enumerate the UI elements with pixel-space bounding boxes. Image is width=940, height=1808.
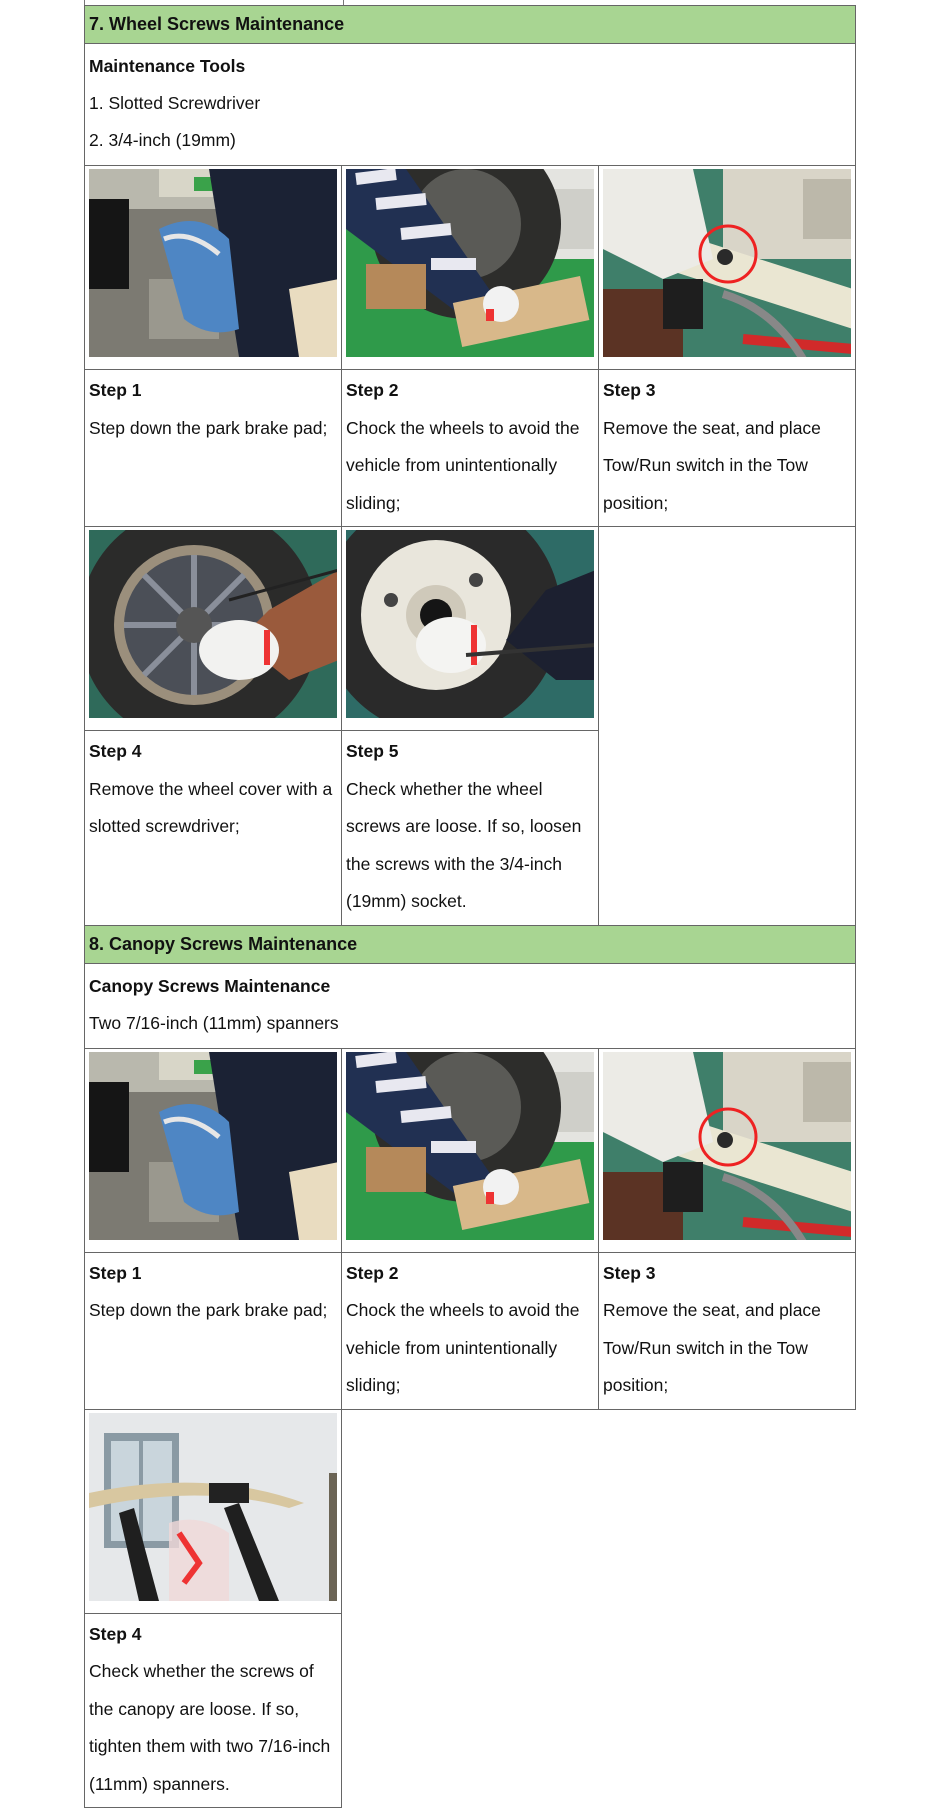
step-text: Check whether the screws of the canopy are loose. If so, tighten them with two 7/16-inch (11mm) spanners.	[89, 1661, 331, 1794]
section7-photo-row-1	[85, 166, 856, 370]
step-text: Check whether the wheel screws are loose. If so, loosen the screws with the 3/4-inch (19mm) socket.	[346, 778, 582, 911]
step-text: Remove the seat, and place Tow/Run switch in the Tow position;	[603, 417, 821, 513]
empty-cell	[342, 1409, 856, 1808]
empty-cell	[599, 527, 856, 926]
step-label: Step 3	[603, 1262, 656, 1283]
wheel-chock-photo	[346, 1052, 594, 1240]
wheel-cover-photo	[89, 530, 337, 718]
step-cell	[599, 370, 856, 527]
section7-step-row-1	[85, 370, 856, 527]
park-brake-photo	[89, 169, 337, 357]
step-cell	[85, 370, 342, 527]
section8-header	[85, 925, 856, 963]
step-text: Remove the wheel cover with a slotted screwdriver;	[89, 778, 333, 836]
step-text: Step down the park brake pad;	[89, 1300, 328, 1320]
step-cell	[342, 1252, 599, 1409]
step-label: Step 3	[603, 380, 656, 400]
step-cell	[342, 731, 599, 926]
step-cell	[342, 370, 599, 527]
step-text: Chock the wheels to avoid the vehicle from unintentionally sliding;	[346, 1300, 580, 1395]
step-text: Step down the park brake pad;	[89, 417, 328, 438]
tow-run-switch-photo	[603, 1052, 851, 1240]
section7-photo-row-2	[85, 527, 856, 731]
step-label: Step 2	[346, 380, 399, 400]
section8-photo-row-2	[85, 1409, 856, 1613]
step-text: Remove the seat, and place Tow/Run switch in the Tow position;	[603, 1300, 821, 1395]
wheel-screws-photo	[346, 530, 594, 718]
tool-item: Two 7/16-inch (11mm) spanners	[89, 1012, 339, 1033]
step-label: Step 1	[89, 1262, 142, 1283]
tool-item: 1. Slotted Screwdriver	[89, 93, 261, 113]
section7-tools-heading: Maintenance Tools	[89, 56, 246, 76]
section8-title: 8. Canopy Screws Maintenance	[85, 925, 856, 963]
section8-photo-row-1	[85, 1048, 856, 1252]
wheel-chock-photo	[346, 169, 594, 357]
step-label: Step 4	[89, 741, 142, 761]
step-cell	[599, 1252, 856, 1409]
step-label: Step 5	[346, 741, 399, 761]
section8-tools-heading: Canopy Screws Maintenance	[89, 975, 331, 996]
step-cell	[85, 1613, 342, 1808]
park-brake-photo	[89, 1052, 337, 1240]
maintenance-table	[84, 5, 856, 1808]
section8-tools	[85, 963, 856, 1048]
step-cell	[85, 1252, 342, 1409]
section7-title: 7. Wheel Screws Maintenance	[85, 6, 856, 44]
section7-header	[85, 6, 856, 44]
step-text: Chock the wheels to avoid the vehicle from unintentionally sliding;	[346, 417, 580, 513]
step-label: Step 2	[346, 1262, 399, 1283]
section8-step-row-1	[85, 1252, 856, 1409]
step-label: Step 4	[89, 1623, 142, 1644]
tow-run-switch-photo	[603, 169, 851, 357]
step-cell	[85, 731, 342, 926]
section7-tools	[85, 44, 856, 166]
canopy-photo	[89, 1413, 337, 1601]
maintenance-document	[84, 5, 855, 1808]
step-label: Step 1	[89, 380, 142, 400]
tool-item: 2. 3/4-inch (19mm)	[89, 130, 236, 150]
